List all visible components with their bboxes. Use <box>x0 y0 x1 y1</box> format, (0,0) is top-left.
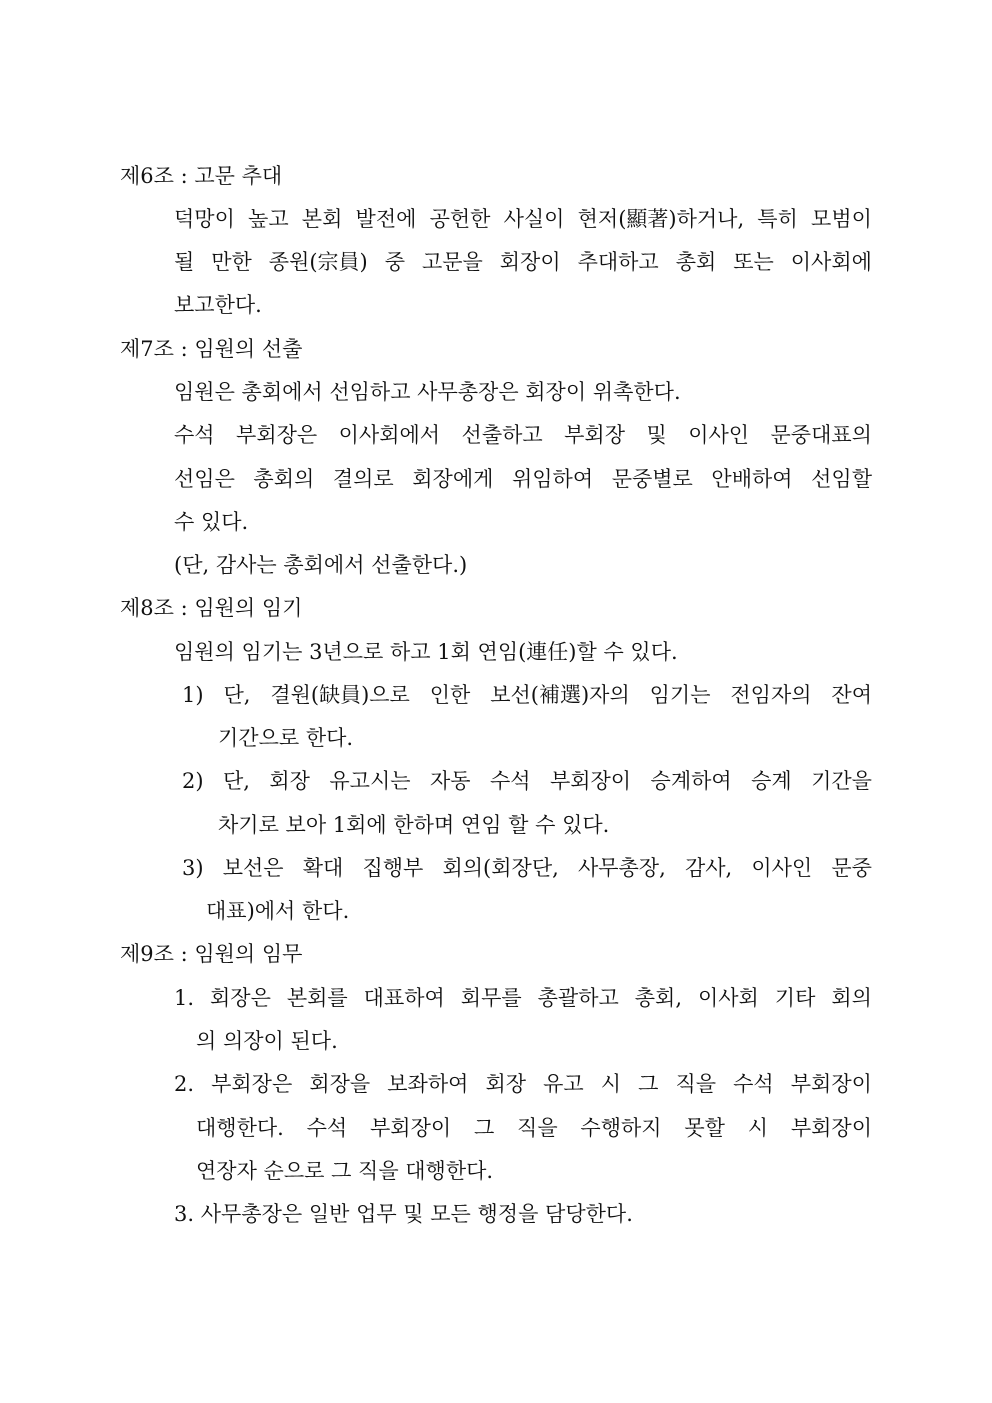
word: 결의로 <box>332 467 394 491</box>
word: 수석 <box>306 1116 348 1140</box>
word: 집행부 <box>362 856 424 880</box>
article-9-item-3-line-1: 3. 사무총장은 일반 업무 및 모든 행정을 담당한다. <box>174 1202 633 1226</box>
word: 부회장 <box>564 423 625 447</box>
article-8-item-1-line-2: 기간으로 한다. <box>218 726 354 750</box>
word: 문중 <box>831 856 872 880</box>
word: 선임은 <box>174 467 235 491</box>
article-8-item-3-line-1 <box>182 854 872 882</box>
word: 추대하고 <box>577 250 659 274</box>
word: 회의(회장단, <box>442 856 559 880</box>
word: 또는 <box>733 250 774 274</box>
word: 전임자의 <box>730 683 812 707</box>
word: 회의 <box>831 986 872 1010</box>
word: 자동 <box>429 769 471 793</box>
word: 부회장이 <box>790 1116 872 1140</box>
word: 회장을 <box>309 1072 371 1096</box>
article-9-item-1-line-2: 의 의장이 된다. <box>196 1029 338 1053</box>
article-7-line-2 <box>174 421 872 449</box>
word: 회장 <box>485 1072 527 1096</box>
word: 보선(補選)자의 <box>490 683 630 707</box>
word: 기타 <box>774 986 816 1010</box>
word: 못할 <box>684 1116 725 1140</box>
word: 본회를 <box>286 986 348 1010</box>
word: 승계하여 <box>650 769 732 793</box>
article-8-item-1-line-1 <box>182 681 872 709</box>
word: 임기는 <box>649 683 711 707</box>
word: 결원(缺員)으로 <box>270 683 410 707</box>
word: 이사인 <box>751 856 813 880</box>
word: 그 <box>473 1116 495 1140</box>
word: 확대 <box>302 856 344 880</box>
word: 선출하고 <box>461 423 543 447</box>
word: 중 <box>384 250 405 274</box>
word: 회장은 <box>210 986 271 1010</box>
word: 단, <box>222 769 250 793</box>
word: 안배하여 <box>711 467 793 491</box>
word: 대행한다. <box>196 1116 284 1140</box>
article-9-heading: 제9조 : 임원의 임무 <box>120 942 303 966</box>
word: 회장 <box>269 769 310 793</box>
word: 부회장이 <box>790 1072 872 1096</box>
word: 이사회에 <box>790 250 872 274</box>
word: 이사인 <box>688 423 750 447</box>
word: 회장에게 <box>412 467 494 491</box>
word: 부회장은 <box>236 423 318 447</box>
word: 이사회 <box>697 986 759 1010</box>
word: 직을 <box>675 1072 717 1096</box>
article-7-line-3 <box>174 465 872 493</box>
article-9-item-2-line-1 <box>174 1070 872 1098</box>
word: 사실이 <box>503 207 565 231</box>
word: 될 <box>174 250 195 274</box>
word: 본회 <box>301 207 343 231</box>
word: 승계 <box>751 769 792 793</box>
article-9-item-2-line-3: 연장자 순으로 그 직을 대행한다. <box>196 1159 494 1183</box>
word: 보좌하여 <box>387 1072 469 1096</box>
word: 위임하여 <box>511 467 594 491</box>
word: 총회, <box>634 986 682 1010</box>
word: 감사, <box>684 856 733 880</box>
word: 종원(宗員) <box>268 250 368 274</box>
word: 선임할 <box>811 467 872 491</box>
word: 1) <box>182 683 204 707</box>
word: 2. <box>174 1072 195 1096</box>
article-8-item-2-line-1 <box>182 767 872 795</box>
word: 총회의 <box>253 467 315 491</box>
word: 덕망이 <box>174 207 235 231</box>
article-6-heading: 제6조 : 고문 추대 <box>120 164 283 188</box>
word: 발전에 <box>355 207 417 231</box>
word: 회장이 <box>499 250 561 274</box>
word: 높고 <box>248 207 289 231</box>
article-6-line-3: 보고한다. <box>174 293 262 317</box>
word: 보선은 <box>222 856 284 880</box>
word: 잔여 <box>831 683 872 707</box>
word: 및 <box>646 423 667 447</box>
word: 2) <box>182 769 204 793</box>
article-7-heading: 제7조 : 임원의 선출 <box>120 337 303 361</box>
word: 1. <box>174 986 195 1010</box>
word: 단, <box>223 683 251 707</box>
article-9-item-2-line-2 <box>196 1114 872 1142</box>
article-6-line-1 <box>174 205 872 233</box>
article-7-line-1: 임원은 총회에서 선임하고 사무총장은 회장이 위촉한다. <box>174 380 681 404</box>
word: 시 <box>600 1072 622 1096</box>
article-6-line-2 <box>174 248 872 276</box>
word: 공헌한 <box>429 207 491 231</box>
word: 이사회에서 <box>338 423 441 447</box>
word: 3) <box>182 856 204 880</box>
article-8-heading: 제8조 : 임원의 임기 <box>120 596 303 620</box>
word: 총회 <box>675 250 717 274</box>
word: 부회장은 <box>211 1072 293 1096</box>
word: 현저(顯著)하거나, <box>577 207 745 231</box>
word: 고문을 <box>421 250 483 274</box>
word: 사무총장, <box>577 856 666 880</box>
word: 모범이 <box>811 207 872 231</box>
word: 수석 <box>733 1072 774 1096</box>
word: 문중대표의 <box>770 423 872 447</box>
word: 대표하여 <box>363 986 445 1010</box>
word: 총괄하고 <box>537 986 619 1010</box>
word: 유고시는 <box>329 769 411 793</box>
article-9-item-1-line-1 <box>174 984 872 1012</box>
word: 문중별로 <box>611 467 693 491</box>
word: 부회장이 <box>549 769 632 793</box>
word: 시 <box>747 1116 769 1140</box>
article-8-intro: 임원의 임기는 3년으로 하고 1회 연임(連任)할 수 있다. <box>174 640 678 664</box>
word: 인한 <box>429 683 471 707</box>
word: 수행하지 <box>580 1116 662 1140</box>
article-7-line-5: (단, 감사는 총회에서 선출한다.) <box>174 553 468 577</box>
word: 기간을 <box>811 769 872 793</box>
word: 그 <box>638 1072 659 1096</box>
article-8-item-2-line-2: 차기로 보아 1회에 한하며 연임 할 수 있다. <box>218 813 610 837</box>
word: 만한 <box>211 250 252 274</box>
word: 수석 <box>489 769 531 793</box>
word: 직을 <box>517 1116 558 1140</box>
word: 부회장이 <box>370 1116 452 1140</box>
word: 유고 <box>543 1072 584 1096</box>
word: 수석 <box>174 423 215 447</box>
word: 특히 <box>757 207 798 231</box>
word: 회무를 <box>460 986 522 1010</box>
article-7-line-4: 수 있다. <box>174 510 249 534</box>
article-8-item-3-line-2: 대표)에서 한다. <box>206 899 350 923</box>
